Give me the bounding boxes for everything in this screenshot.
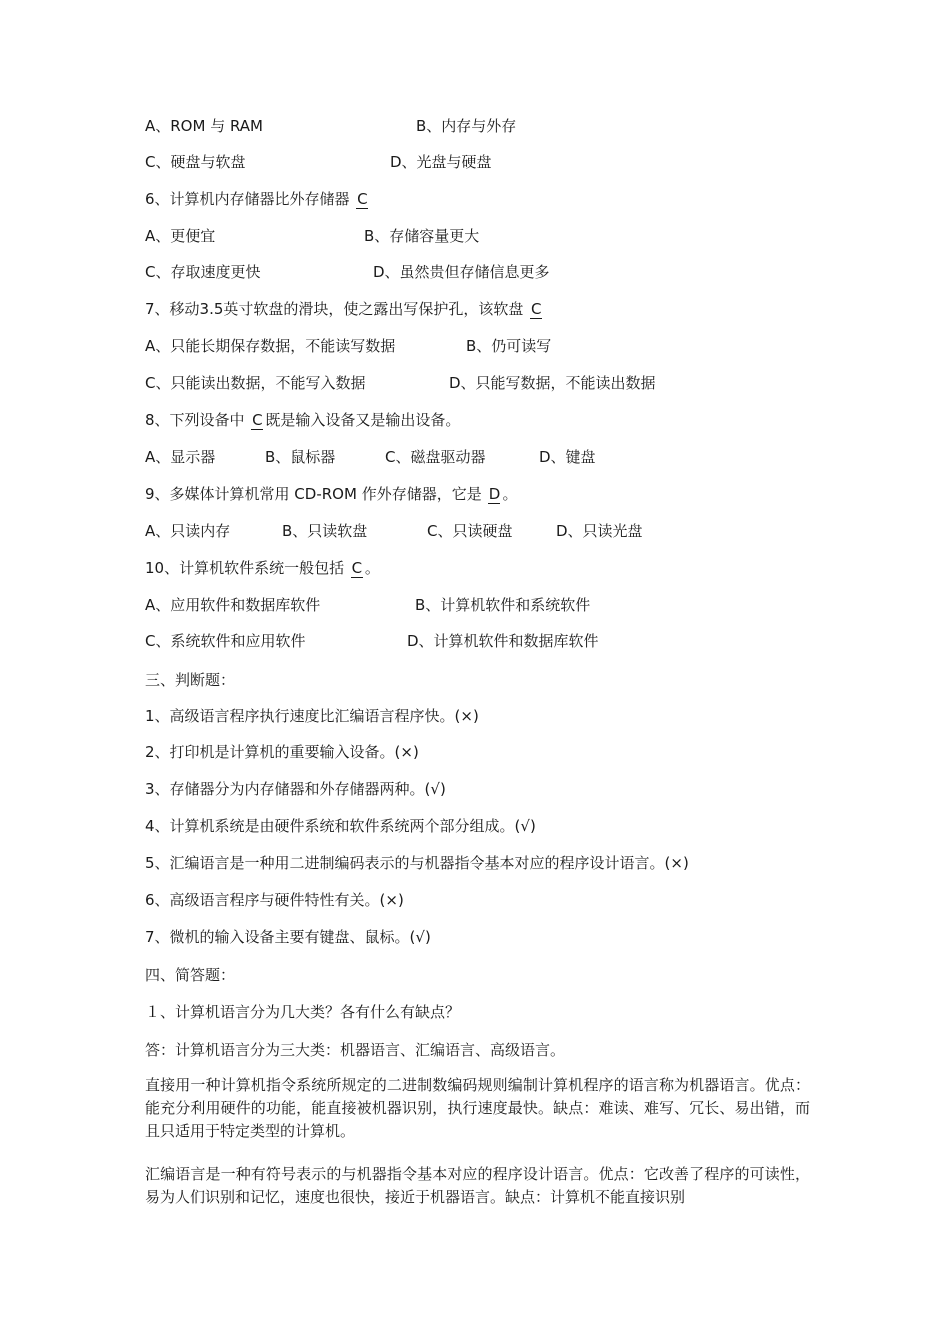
question-6-stem bbox=[145, 187, 370, 211]
question-9-stem bbox=[145, 482, 518, 506]
question-7-stem bbox=[145, 297, 544, 321]
answer-mark: C bbox=[351, 559, 363, 577]
judgment-item: 7、微机的输入设备主要有键盘、鼠标。(√) bbox=[145, 928, 431, 946]
option-c: C、磁盘驱动器 bbox=[385, 448, 486, 466]
judgment-item: 3、存储器分为内存储器和外存储器两种。(√) bbox=[145, 780, 446, 798]
option-d: D、只能写数据，不能读出数据 bbox=[449, 374, 656, 392]
judgment-item: 4、计算机系统是由硬件系统和软件系统两个部分组成。(√) bbox=[145, 817, 536, 835]
question-end-punct: 。 bbox=[364, 559, 380, 577]
question-text: 10、计算机软件系统一般包括 bbox=[145, 559, 345, 577]
question-text: 8、下列设备中 bbox=[145, 411, 245, 429]
question-text: 9、多媒体计算机常用 CD-ROM 作外存储器，它是 bbox=[145, 485, 482, 503]
option-a: A、ROM 与 RAM bbox=[145, 117, 263, 135]
answer-paragraph-machine-language: 直接用一种计算机指令系统所规定的二进制数编码规则编制计算机程序的语言称为机器语言。优点：能充分利用硬件的功能，能直接被机器识别，执行速度最快。缺点：难读、难写、冗长、易出错，而且只适用于特定类型的计算机。 bbox=[145, 1076, 810, 1140]
option-c: C、存取速度更快 bbox=[145, 263, 261, 281]
option-b: B、仍可读写 bbox=[466, 337, 552, 355]
option-a: A、显示器 bbox=[145, 448, 216, 466]
option-a: A、只读内存 bbox=[145, 522, 231, 540]
answer-mark: C bbox=[530, 300, 542, 318]
question-text-tail: 既是输入设备又是输出设备。 bbox=[265, 411, 461, 429]
answer-mark: C bbox=[357, 190, 368, 208]
option-b: B、鼠标器 bbox=[265, 448, 336, 466]
answer-mark: D bbox=[488, 485, 501, 503]
question-end-punct: 。 bbox=[502, 485, 518, 503]
option-d: D、只读光盘 bbox=[556, 522, 643, 540]
option-b: B、存储容量更大 bbox=[364, 227, 480, 245]
judgment-item: 5、汇编语言是一种用二进制编码表示的与机器指令基本对应的程序设计语言。(×) bbox=[145, 854, 689, 872]
answer-paragraph-assembly-language: 汇编语言是一种有符号表示的与机器指令基本对应的程序设计语言。优点：它改善了程序的可读性，易为人们识别和记忆，速度也很快，接近于机器语言。缺点：计算机不能直接识别 bbox=[145, 1165, 810, 1206]
option-c: C、硬盘与软盘 bbox=[145, 153, 246, 171]
option-d: D、光盘与硬盘 bbox=[390, 153, 492, 171]
option-a: A、只能长期保存数据，不能读写数据 bbox=[145, 337, 396, 355]
option-c: C、只读硬盘 bbox=[427, 522, 513, 540]
judgment-item: 1、高级语言程序执行速度比汇编语言程序快。(×) bbox=[145, 707, 479, 725]
question-8-stem bbox=[145, 408, 460, 432]
answer-intro: 答：计算机语言分为三大类：机器语言、汇编语言、高级语言。 bbox=[145, 1041, 566, 1059]
section-heading-short-answer: 四、简答题： bbox=[145, 966, 236, 984]
option-d: D、计算机软件和数据库软件 bbox=[407, 632, 599, 650]
question-text: 6、计算机内存储器比外存储器 bbox=[145, 190, 350, 208]
question-10-stem bbox=[145, 556, 380, 580]
option-c: C、系统软件和应用软件 bbox=[145, 632, 306, 650]
question-text: 7、移动3.5英寸软盘的滑块，使之露出写保护孔，该软盘 bbox=[145, 300, 524, 318]
option-c: C、只能读出数据，不能写入数据 bbox=[145, 374, 366, 392]
judgment-item: 2、打印机是计算机的重要输入设备。(×) bbox=[145, 743, 419, 761]
option-d: D、键盘 bbox=[539, 448, 596, 466]
option-b: B、只读软盘 bbox=[282, 522, 368, 540]
option-a: A、应用软件和数据库软件 bbox=[145, 596, 321, 614]
option-b: B、计算机软件和系统软件 bbox=[415, 596, 591, 614]
section-heading-judgment: 三、判断题： bbox=[145, 671, 236, 689]
answer-mark: C bbox=[252, 411, 263, 429]
short-answer-question: １、计算机语言分为几大类？各有什么有缺点？ bbox=[145, 1003, 461, 1021]
option-a: A、更便宜 bbox=[145, 227, 216, 245]
option-b: B、内存与外存 bbox=[416, 117, 517, 135]
judgment-item: 6、高级语言程序与硬件特性有关。(×) bbox=[145, 891, 404, 909]
option-d: D、虽然贵但存储信息更多 bbox=[373, 263, 550, 281]
